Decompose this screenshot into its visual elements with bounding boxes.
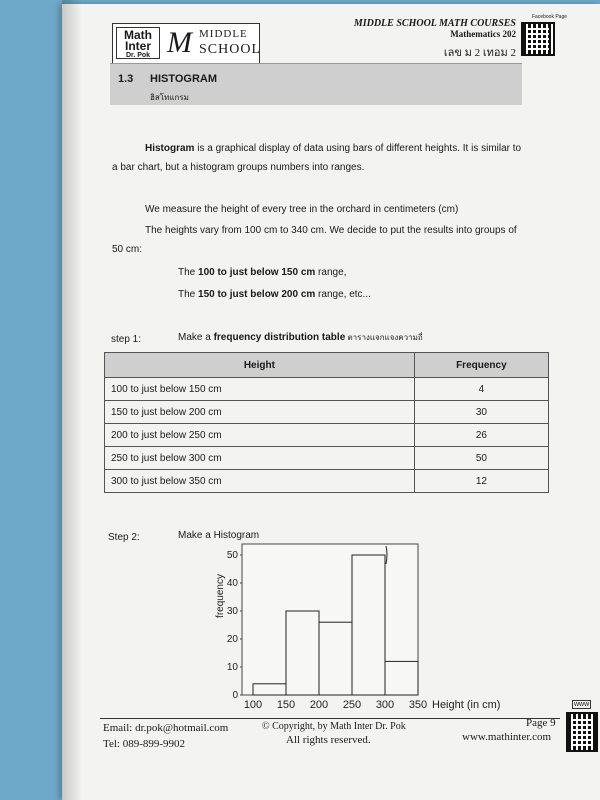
measure-line-2: The heights vary from 100 cm to 340 cm. We decide to put the results into groups of xyxy=(145,225,517,236)
footer-email: Email: dr.pok@hotmail.com xyxy=(103,722,229,734)
y-tick-label: 50 xyxy=(226,550,238,561)
height-cell: 100 to just below 150 cm xyxy=(105,378,415,401)
footer-divider xyxy=(100,718,560,719)
frequency-cell: 30 xyxy=(414,401,548,424)
height-cell: 150 to just below 200 cm xyxy=(105,401,415,424)
frequency-cell: 12 xyxy=(414,470,548,493)
range1-pre: The xyxy=(178,267,199,278)
section-number: 1.3 xyxy=(118,73,134,85)
range2-pre: The xyxy=(178,289,199,300)
logo-drpok-text: Dr. Pok xyxy=(125,52,151,59)
middle-school-logo xyxy=(165,26,262,62)
x-tick-label: 300 xyxy=(375,699,395,711)
x-axis-label: Height (in cm) xyxy=(432,699,501,711)
range-example-1 xyxy=(178,266,346,280)
step1-thai: ตารางแจกแจงความถี่ xyxy=(345,333,423,342)
measure-line-3: 50 cm: xyxy=(112,244,143,255)
x-tick-label: 250 xyxy=(342,699,362,711)
table-row xyxy=(105,470,549,493)
range2-bold: 150 to just below 200 cm xyxy=(198,289,316,300)
logo-middle-text: MIDDLE xyxy=(199,28,248,40)
section-thai-title: ฮิสโทแกรม xyxy=(150,93,189,102)
footer-rights: All rights reserved. xyxy=(286,734,371,746)
logo-math-text: Math xyxy=(124,28,152,42)
course-code: Mathematics 202 xyxy=(450,29,516,39)
logo-school-text: SCHOOL xyxy=(199,42,262,57)
logo-inter-text: Inter xyxy=(124,39,151,53)
plot-frame xyxy=(242,544,418,695)
y-tick-label: 20 xyxy=(226,634,238,645)
frequency-cell: 4 xyxy=(414,378,548,401)
y-tick-label: 30 xyxy=(226,606,238,617)
x-tick-label: 100 xyxy=(243,699,263,711)
math-inter-badge xyxy=(116,27,160,59)
range-example-2 xyxy=(178,288,371,302)
step1-bold: frequency distribution table xyxy=(213,332,346,343)
y-axis-label: frequency xyxy=(215,574,226,618)
frequency-cell: 26 xyxy=(414,424,548,447)
intro-term: Histogram xyxy=(145,143,195,154)
header-frequency: Frequency xyxy=(414,353,548,378)
logo-m-letter: M xyxy=(167,26,192,59)
step2-text: Make a Histogram xyxy=(178,530,260,541)
step2-label: Step 2: xyxy=(108,532,140,543)
table-header-row xyxy=(105,353,549,378)
page-binding-shadow xyxy=(62,0,82,800)
website-qr-icon xyxy=(566,712,598,752)
course-title: MIDDLE SCHOOL MATH COURSES xyxy=(353,18,516,29)
x-tick-label: 150 xyxy=(276,699,296,711)
course-header xyxy=(354,18,516,61)
height-cell: 300 to just below 350 cm xyxy=(105,470,415,493)
y-tick-label: 40 xyxy=(226,578,238,589)
x-tick-label: 350 xyxy=(408,699,428,711)
intro-line-1 xyxy=(145,142,521,156)
footer-phone: Tel: 089-899-9902 xyxy=(103,738,186,750)
course-term: เลข ม 2 เทอม 2 xyxy=(443,47,516,59)
range2-post: range, etc... xyxy=(315,289,371,300)
section-title: HISTOGRAM xyxy=(150,73,218,85)
step1-text xyxy=(178,331,423,345)
table-row xyxy=(105,447,549,470)
frequency-table xyxy=(104,352,549,493)
table-row xyxy=(105,424,549,447)
y-tick-label: 0 xyxy=(232,690,238,701)
www-badge: www xyxy=(574,701,590,708)
step1-label: step 1: xyxy=(111,334,142,345)
height-cell: 250 to just below 300 cm xyxy=(105,447,415,470)
intro-line-2: a bar chart, but a histogram groups numbers into ranges. xyxy=(112,162,365,173)
table-row xyxy=(105,401,549,424)
range1-post: range, xyxy=(315,267,347,278)
footer-copyright: © Copyright, by Math Inter Dr. Pok xyxy=(262,721,406,732)
header-height: Height xyxy=(105,353,415,378)
intro-text: is a graphical display of data using bars of different heights. It is similar to xyxy=(194,143,522,154)
footer-website: www.mathinter.com xyxy=(462,731,552,743)
footer-page-number: Page 9 xyxy=(526,717,556,729)
measure-line-1: We measure the height of every tree in the orchard in centimeters (cm) xyxy=(145,204,459,215)
frequency-cell: 50 xyxy=(414,447,548,470)
range1-bold: 100 to just below 150 cm xyxy=(198,267,316,278)
histogram-chart xyxy=(200,538,510,718)
facebook-page-label: Facebook Page xyxy=(532,14,568,20)
section-header xyxy=(110,63,522,105)
step1-pre: Make a xyxy=(178,332,214,343)
facebook-qr-icon xyxy=(521,22,555,56)
x-tick-label: 200 xyxy=(309,699,329,711)
y-tick-label: 10 xyxy=(226,662,238,673)
table-row xyxy=(105,378,549,401)
math-inter-logo xyxy=(112,23,260,65)
height-cell: 200 to just below 250 cm xyxy=(105,424,415,447)
